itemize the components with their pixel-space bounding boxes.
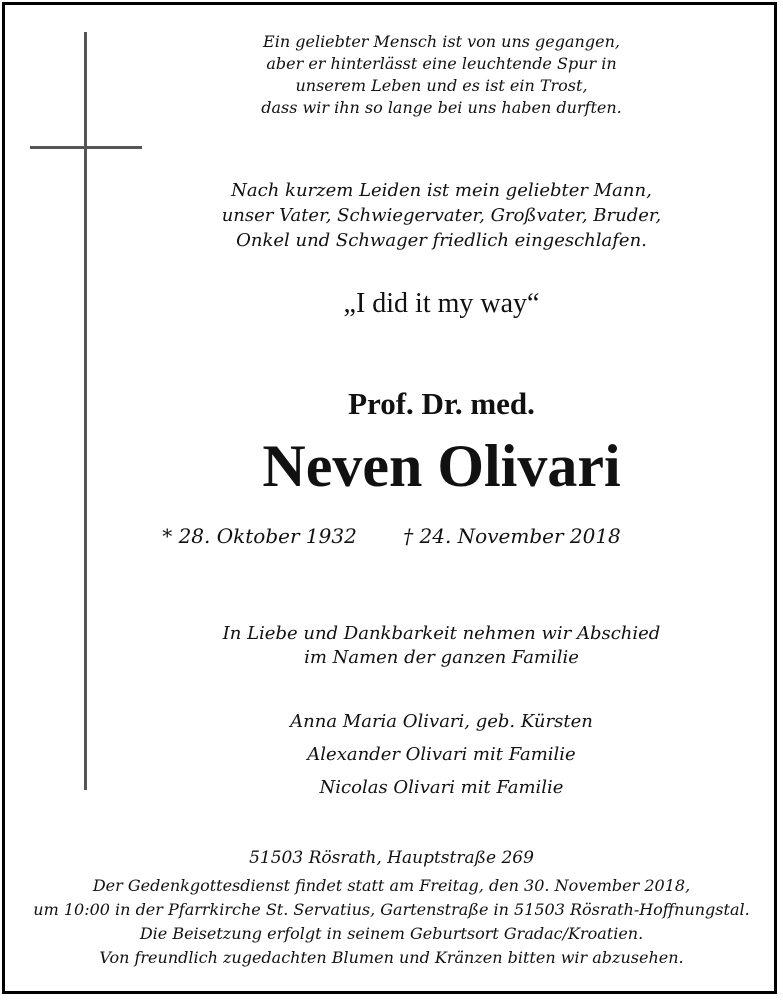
- family-address: 51503 Rösrath, Hauptstraße 269: [249, 848, 534, 868]
- mourners-list: [50, 705, 783, 804]
- life-dates: [0, 522, 783, 550]
- details-line: Der Gedenkgottesdienst findet statt am Freitag, den 30. November 2018,: [92, 876, 691, 895]
- poem-line: dass wir ihn so lange bei uns haben durften.: [261, 98, 622, 117]
- details-line: Die Beisetzung erfolgt in seinem Geburtsort Gradac/Kroatien.: [139, 924, 644, 943]
- announcement-line: Nach kurzem Leiden ist mein geliebter Mann,: [231, 180, 652, 201]
- announcement-line: Onkel und Schwager friedlich eingeschlafen.: [236, 230, 647, 251]
- memorial-poem: [50, 31, 783, 119]
- farewell-line: In Liebe und Dankbarkeit nehmen wir Abschied: [222, 623, 661, 644]
- birth-date: * 28. Oktober 1932: [162, 524, 357, 548]
- cross-icon-crossbar: [30, 146, 142, 149]
- service-details: [0, 874, 783, 970]
- farewell-text: [50, 622, 783, 670]
- farewell-line: im Namen der ganzen Familie: [304, 647, 579, 668]
- details-line: Von freundlich zugedachten Blumen und Kränzen bitten wir abzusehen.: [99, 948, 684, 967]
- details-line: um 10:00 in der Pfarrkirche St. Servatius, Gartenstraße in 51503 Rösrath-Hoffnungstal.: [33, 900, 750, 919]
- death-date: † 24. November 2018: [403, 524, 621, 548]
- mourner-name: Alexander Olivari mit Familie: [307, 744, 576, 765]
- honorific-title: Prof. Dr. med.: [348, 386, 535, 421]
- death-announcement: [50, 178, 783, 253]
- poem-line: aber er hinterlässt eine leuchtende Spur in: [266, 54, 617, 73]
- announcement-line: unser Vater, Schwiegervater, Großvater, Bruder,: [221, 205, 662, 226]
- mourner-name: Nicolas Olivari mit Familie: [319, 777, 564, 798]
- poem-line: Ein geliebter Mensch ist von uns gegangen,: [263, 32, 620, 51]
- mourner-name: Anna Maria Olivari, geb. Kürsten: [290, 711, 593, 732]
- poem-line: unserem Leben und es ist ein Trost,: [295, 76, 588, 95]
- motto-quote: „I did it my way“: [343, 288, 540, 319]
- deceased-name: Neven Olivari: [262, 433, 621, 499]
